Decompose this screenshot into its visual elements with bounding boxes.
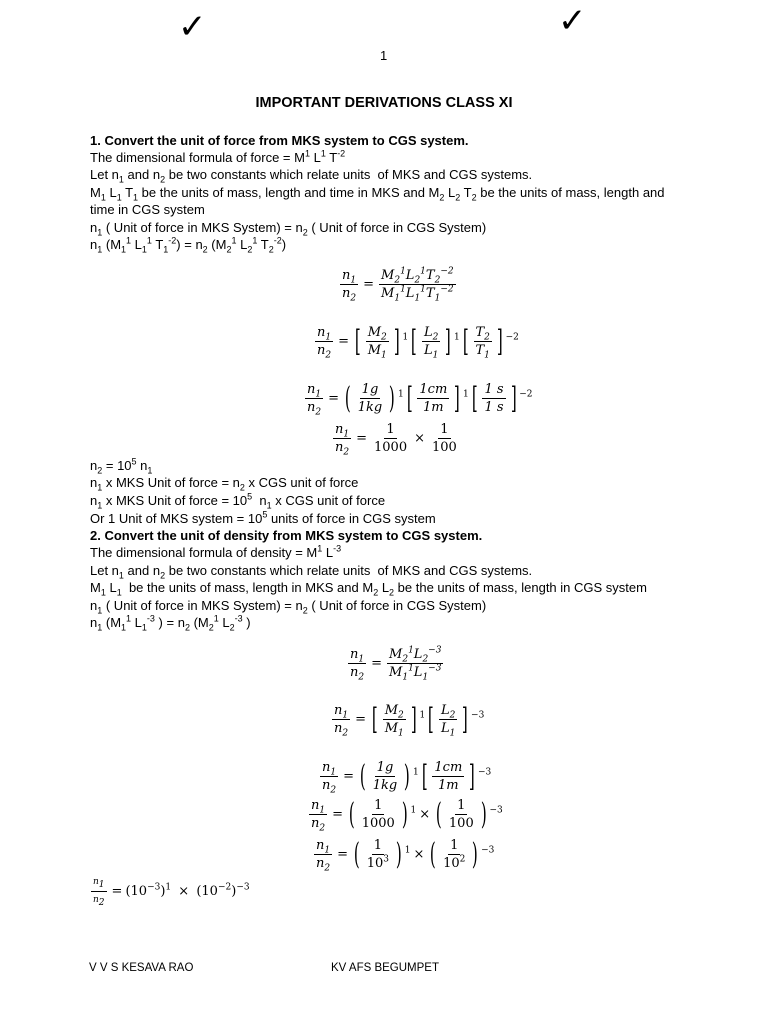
section1-expanded-line: $n_1$ ($M_1^1$ $L_1^1$ $T_1^{-2}) = n_2$ ($M_2^1$ $L_2^1$ $T_2^{-2}$) bbox=[90, 235, 287, 255]
equation-ratio-3: $\frac{n_1}{n_2}$ = ( $\frac{1g}{1kg}$ ) $^1$ [ $\frac{1cm}{1m}$ ] $^1$ [ $\frac{1 s}{1 s}$ ] $^{-2}$ bbox=[307, 380, 533, 418]
section1-result-line-2: $n_1$ x MKS Unit of force = $10^5$ $n_1$ x CGS unit of force bbox=[90, 491, 386, 511]
page-title: IMPORTANT DERIVATIONS CLASS XI bbox=[255, 95, 513, 111]
footer-school: KV AFS BEGUMPET bbox=[331, 962, 439, 974]
section2-equality-line: $n_1$ ( Unit of force in MKS System) = $n_2$ ( Unit of force in CGS System) bbox=[90, 598, 487, 616]
equation-density-ratio-4: $\frac{n_1}{n_2}$ = ( $\frac{1}{1000}$ ) $^1$ × ( $\frac{1}{100}$ ) $^{-3}$ bbox=[311, 796, 503, 834]
section1-n2-result: $n_2 = 10^5$ $n_1$ bbox=[90, 456, 153, 476]
section1-equality-line: $n_1$ ( Unit of force in MKS System) = $n_2$ ( Unit of force in CGS System) bbox=[90, 220, 487, 238]
section1-units-line: $M_1$ $L_1$ $T_1$ be the units of mass, length and time in MKS and $M_2$ $L_2$ $T_2$ be the units of mass, length and time in CGS system bbox=[90, 185, 665, 217]
section1-heading: 1. Convert the unit of force from MKS system to CGS system. bbox=[90, 133, 469, 148]
footer-author: V V S KESAVA RAO bbox=[89, 962, 194, 974]
section2-dim-formula: The dimensional formula of density = $M^1$ $L^{-3}$ bbox=[90, 543, 342, 560]
page-number: 1 bbox=[380, 48, 388, 63]
equation-density-ratio-5: $\frac{n_1}{n_2}$ = ( $\frac{1}{10^3}$ ) $^1$ × ( $\frac{1}{10^2}$ ) $^{-3}$ bbox=[316, 836, 495, 874]
section2-units-line: $M_1$ $L_1$ be the units of mass, length in MKS and $M_2$ $L_2$ be the units of mass, length in CGS system bbox=[90, 580, 647, 598]
section2-let-line: Let $n_1$ and $n_2$ be two constants which relate units of MKS and CGS systems. bbox=[90, 563, 533, 581]
equation-ratio-4: $\frac{n_1}{n_2}$ = $\frac{1}{1000}$ × $\frac{1}{100}$ bbox=[335, 422, 457, 458]
section2-expanded-line: $n_1$ ($M_1^1$ $L_1^{-3}$ ) = $n_2$ ($M_2^1$ $L_2^{-3}$ ) bbox=[90, 613, 251, 633]
section1-dim-formula: The dimensional formula of force = $M^1$ $L^1$ $T^{-2}$ bbox=[90, 148, 346, 165]
equation-ratio-1: $\frac{n_1}{n_2}$ = $\frac{M_2^1L_2^1T_2^{-2}}{M_1^1L_1^1T_1^{-2}}$ bbox=[342, 266, 454, 304]
section1-result-line-3: Or 1 Unit of MKS system = $10^5$ units of force in CGS system bbox=[90, 509, 436, 526]
section2-heading: 2. Convert the unit of density from MKS system to CGS system. bbox=[90, 528, 483, 543]
check-mark-right-icon: ✓ bbox=[558, 1, 587, 41]
equation-ratio-2: $\frac{n_1}{n_2}$ = [ $\frac{M_2}{M_1}$ ] $^1$ [ $\frac{L_2}{L_1}$ ] $^1$ [ $\frac{T_2}{T_1}$ ] $^{-2}$ bbox=[317, 323, 519, 361]
equation-density-ratio-3: $\frac{n_1}{n_2}$ = ( $\frac{1g}{1kg}$ ) $^1$ [ $\frac{1cm}{1m}$ ] $^{-3}$ bbox=[322, 758, 492, 796]
equation-density-ratio-2: $\frac{n_1}{n_2}$ = [ $\frac{M_2}{M_1}$ ] $^1$ [ $\frac{L_2}{L_1}$ ] $^{-3}$ bbox=[334, 701, 485, 739]
equation-density-ratio-6: $\frac{n_1}{n_2}$ = $(10^{-3})^1 \times (10^{-2})^{-3}$ bbox=[93, 877, 250, 908]
equation-density-ratio-1: $\frac{n_1}{n_2}$ = $\frac{M_2^1L_2^{-3}}{M_1^1L_1^{-3}}$ bbox=[350, 645, 442, 683]
check-mark-left-icon: ✓ bbox=[178, 7, 207, 47]
section1-let-line: Let $n_1$ and $n_2$ be two constants which relate units of MKS and CGS systems. bbox=[90, 167, 533, 185]
section1-result-line-1: $n_1$ x MKS Unit of force = $n_2$ x CGS unit of force bbox=[90, 475, 359, 493]
